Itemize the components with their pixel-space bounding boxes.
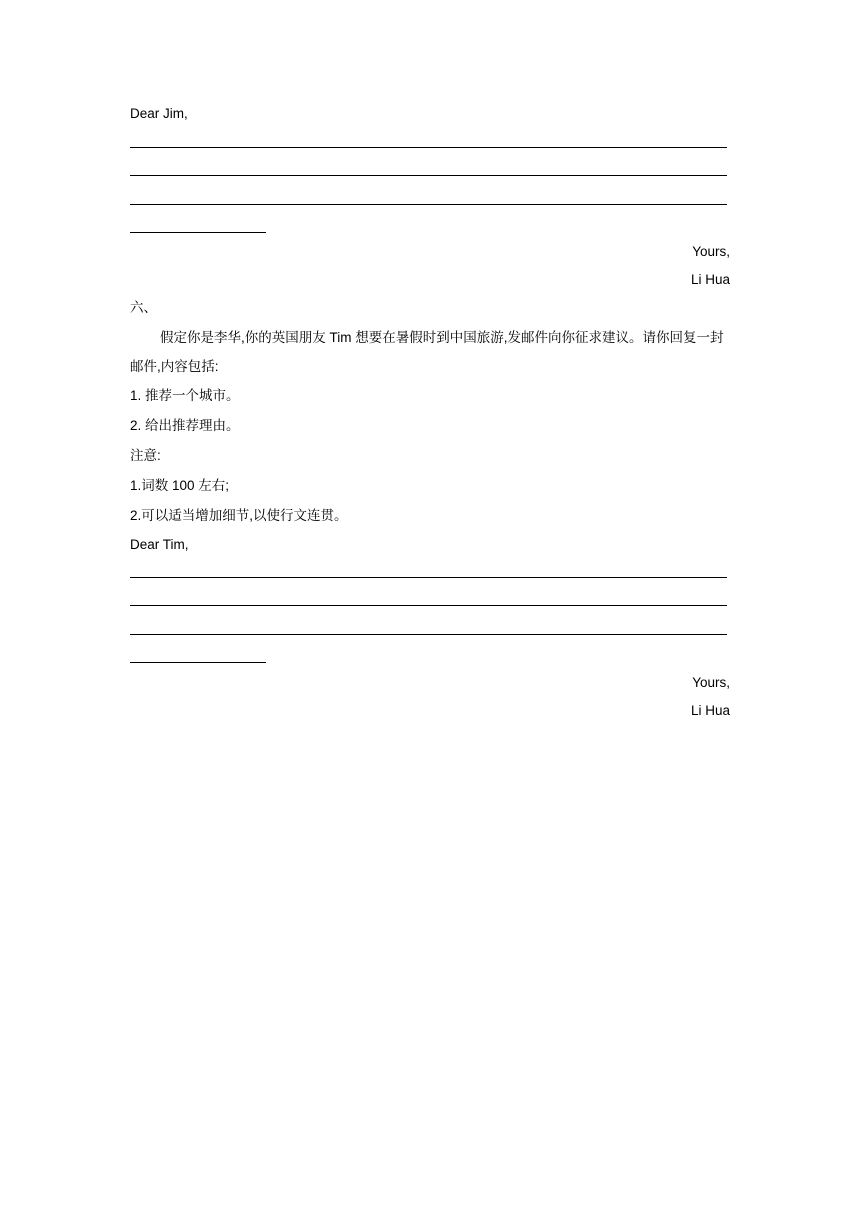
- letter2-signature: Li Hua: [690, 703, 730, 718]
- writing-line: [130, 204, 727, 205]
- writing-line: [130, 147, 727, 148]
- letter2-closing: Yours,: [692, 675, 730, 690]
- writing-line-short: [130, 662, 266, 663]
- task-point-2: 2. 给出推荐理由。: [130, 418, 240, 433]
- task-point-1: 1. 推荐一个城市。: [130, 388, 240, 403]
- task-prompt: 假定你是李华,你的英国朋友 Tim 想要在暑假时到中国旅游,发邮件向你征求建议。请你回复一封邮件,内容包括:: [130, 330, 724, 374]
- letter1-greeting: Dear Jim,: [130, 106, 188, 121]
- writing-line: [130, 634, 727, 635]
- note-1: 1.词数 100 左右;: [130, 478, 230, 493]
- writing-line: [130, 577, 727, 578]
- letter1-signature: Li Hua: [690, 272, 730, 287]
- letter1-closing: Yours,: [692, 244, 730, 259]
- writing-line-short: [130, 232, 266, 233]
- letter2-greeting: Dear Tim,: [130, 537, 189, 552]
- writing-line: [130, 175, 727, 176]
- note-title: 注意:: [130, 448, 161, 463]
- document-page: [130, 0, 730, 1216]
- section-number: 六、: [130, 300, 157, 315]
- note-2: 2.可以适当增加细节,以使行文连贯。: [130, 508, 348, 523]
- writing-line: [130, 605, 727, 606]
